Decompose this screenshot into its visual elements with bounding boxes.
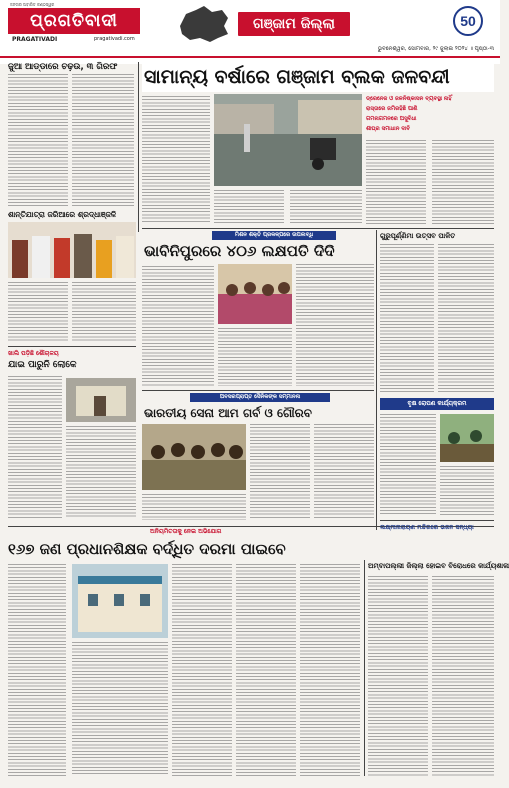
plantation-photo (440, 414, 494, 462)
article-text (66, 426, 136, 518)
anniversary-emblem-icon (448, 4, 488, 40)
headline-peace-march: ଶାନ୍ତିଯାତ୍ରା ଜରିଆରେ ଶ୍ରଦ୍ଧାଞ୍ଜଳି (8, 210, 117, 219)
school-photo (72, 564, 168, 638)
headline-bhajan: ଲକ୍ଷ୍ମୀନାରାୟଣ ମନ୍ଦିରରେ ଭଜନ ସନ୍ଧ୍ୟା (380, 524, 474, 531)
article-text (438, 244, 494, 394)
district-map-icon (176, 4, 232, 44)
article-text (8, 74, 68, 206)
website-text: pragativadi.com (94, 36, 135, 42)
column-divider (364, 560, 365, 776)
headline-guru-purnima: ଗୁରୁପୂର୍ଣ୍ଣିମା ଉତ୍ସବ ପାଳିତ (380, 232, 456, 240)
bullet-point: ରାସ୍ତାରେ ଜମିରହିଛି ପାଣି (366, 106, 418, 112)
header-divider (0, 56, 500, 58)
article-text (172, 564, 232, 776)
logo-subtitle: PRAGATIVADI (12, 36, 58, 43)
article-text (8, 282, 68, 342)
article-text (214, 190, 284, 224)
column-divider (376, 230, 377, 530)
article-text (368, 576, 428, 776)
headline-gambling-raid: ଜୁଆ ଆଡ୍ଡାରେ ଚଢ଼ଉ, ୩ ଗିରଫ (8, 62, 118, 72)
article-text (432, 576, 494, 776)
bullet-point: ଶୀଘ୍ର ସମାଧାନ ଦାବି (366, 126, 411, 132)
article-text (440, 466, 494, 516)
section-divider (142, 228, 494, 229)
bullet-point: ଗମନାଗମନରେ ଅସୁବିଧା (366, 116, 417, 122)
article-text (366, 140, 426, 224)
bullet-point: ଡ୍ରେନେଜ ଓ ଜଳନିଷ୍କାସନ ବ୍ୟବସ୍ଥା ନାହିଁ (366, 96, 452, 102)
headline-workshop: ଅମ୍ବାପଲ୍ଲୀ ଜିଲ୍ଲା ହୋଇବ ବିରୋଧରେ କାର୍ଯ୍ୟଶାଳା (368, 562, 509, 570)
tagline: ଜନତାର ଅବାରିତ କଣ୍ଠସ୍ୱର (10, 2, 55, 7)
article-text (8, 376, 62, 518)
column-divider (138, 62, 139, 232)
peace-march-photo (8, 222, 136, 278)
article-text (72, 282, 136, 342)
article-text (236, 564, 296, 776)
headline-indian-army: ଭାରତୀୟ ସେନା ଆମ ଗର୍ବ ଓ ଗୌରବ (144, 406, 312, 420)
article-text (314, 424, 374, 520)
article-text (250, 424, 310, 520)
headline-lakhpati-didi: ଭାବିନିପୁରରେ ୪୦୬ ଲକ୍ଷପତି ଦିଦି (144, 242, 335, 260)
section-divider (142, 390, 374, 391)
kicker-irregularity: ଅନିୟମିତତାକୁ ନେଇ ଅଭିଯୋଗ (150, 528, 222, 535)
svg-text:50: 50 (460, 13, 476, 29)
article-text (218, 328, 292, 386)
dateline: ଭୁବନେଶ୍ୱର, ସୋମବାର, ୨୯ ଜୁଲାଇ ୨୦୨୪ ॥ ପୃଷ୍ଠା-୩ (377, 46, 494, 52)
article-text (296, 264, 374, 386)
article-text (300, 564, 360, 776)
article-text (72, 74, 134, 206)
district-title: ଗଞ୍ଜାମ ଜିଲ୍ଲା (238, 12, 350, 36)
article-text (432, 140, 494, 224)
article-text (290, 190, 362, 224)
kicker-army: ଅବସରପ୍ରାପ୍ତ ସୈନିକଙ୍କ ସମ୍ମାନନା (219, 394, 301, 400)
kicker-mission-shakti: ମିଶନ ଶକ୍ତି ପ୍ରକଳ୍ପରେ ଉପଲବ୍ଧି (234, 232, 314, 238)
article-text (72, 642, 168, 776)
headline-plantation: ବୃକ୍ଷ ରୋପଣ କାର୍ଯ୍ୟକ୍ରମ (407, 400, 467, 407)
article-text (380, 244, 434, 394)
flood-photo (214, 94, 362, 186)
section-divider (380, 520, 494, 521)
headline-waterlogging: ସାମାନ୍ୟ ବର୍ଷାରେ ଗଞ୍ଜାମ ବ୍ଲକ ଜଳବନ୍ଦୀ (144, 66, 450, 88)
article-text (142, 96, 210, 224)
army-event-photo (142, 424, 246, 490)
kicker-toilet: ଖାଲି ପଡ଼ିଛି ଶୌଚାଳୟ (8, 350, 59, 357)
newspaper-logo: ପ୍ରଗତିବାଦୀ (8, 8, 140, 34)
article-text (8, 564, 66, 776)
headline-headmasters-salary: ୧୬୭ ଜଣ ପ୍ରଧାନଶିକ୍ଷକ ବର୍ଦ୍ଧିତ ଦରମା ପାଇବେ (8, 540, 286, 558)
article-text (142, 494, 246, 520)
section-divider (8, 346, 136, 347)
article-text (142, 266, 214, 386)
shg-meeting-photo (218, 264, 292, 324)
toilet-photo (66, 378, 136, 422)
headline-toilet-unused: ଯାଇ ପାରୁନି ଲୋକେ (8, 360, 77, 370)
article-text (380, 414, 436, 516)
